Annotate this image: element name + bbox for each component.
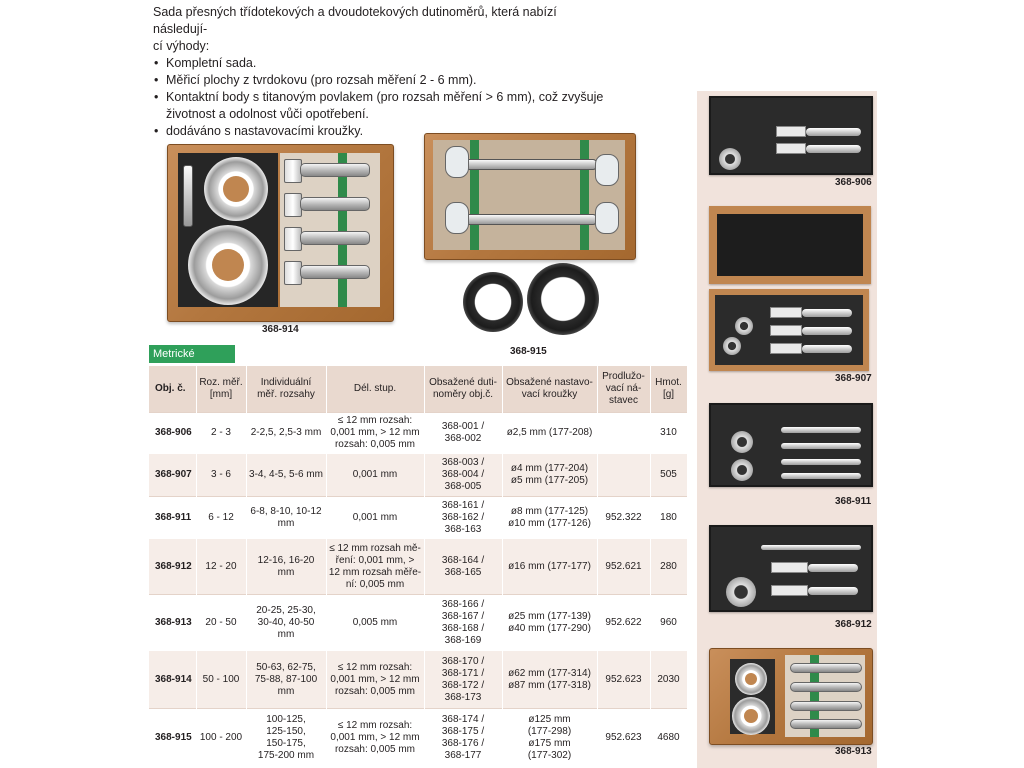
photo-caption-368-914: 368-914 <box>262 324 299 335</box>
cell-extension: 952.623 <box>597 709 650 767</box>
cell-line: ní: 0,005 mm <box>345 578 405 590</box>
cell-line: 50-63, 62-75, <box>256 661 316 673</box>
header-line: měř. rozsahy <box>257 389 315 400</box>
benefit-item: • Kontaktní body s titanovým povlakem (pro rozsah měření > 6 mm), což zvyšuje <box>153 89 605 106</box>
benefit-item: • Kompletní sada. <box>153 55 605 72</box>
cell-line: 6-8, 8-10, 10-12 <box>250 505 322 517</box>
photo-caption-368-915: 368-915 <box>510 346 547 357</box>
photo-caption-368-912: 368-912 <box>835 619 872 630</box>
cell-gauges <box>424 454 502 497</box>
cell-line: (177-302) <box>527 749 572 761</box>
cell-line: 368-173 <box>444 691 482 703</box>
header-step <box>326 366 424 413</box>
cell-line: 368-168 / <box>441 622 485 634</box>
header-line: Hmot. <box>655 377 682 388</box>
cell-step <box>326 497 424 539</box>
intro-line-1: Sada přesných třídotekových a dvoudotekových dutinoměrů, která nabízí následují- <box>153 5 557 36</box>
product-photo-368-912 <box>709 525 873 612</box>
cell-obj: 368-906 <box>149 413 196 454</box>
cell-line: 0,001 mm, > 12 mm <box>330 731 420 743</box>
cell-line: ø8 mm (177-125) <box>510 505 589 517</box>
cell-obj: 368-911 <box>149 497 196 539</box>
cell-line: ø25 mm (177-139) <box>508 610 591 622</box>
cell-line: ø2,5 mm (177-208) <box>506 427 593 438</box>
cell-line: ≤ 12 mm rozsah: <box>337 415 413 426</box>
header-line: Obsažené duti- <box>429 377 497 388</box>
table-header-row <box>149 366 687 413</box>
table-row <box>149 709 687 767</box>
cell-mass: 310 <box>650 413 687 454</box>
cell-line: 368-162 / <box>441 511 485 523</box>
cell-individual <box>246 454 326 497</box>
cell-obj: 368-914 <box>149 651 196 709</box>
header-line: noměry obj.č. <box>432 389 494 400</box>
cell-range: 20 - 50 <box>196 595 246 651</box>
header-extension <box>597 366 650 413</box>
cell-individual <box>246 595 326 651</box>
product-photo-368-906 <box>709 96 873 175</box>
cell-line: 30-40, 40-50 mm <box>257 616 315 640</box>
product-photo-368-911 <box>709 403 873 487</box>
cell-rings <box>502 709 597 767</box>
cell-individual <box>246 651 326 709</box>
intro-text <box>153 4 605 140</box>
cell-line: 0,001 mm <box>352 511 398 523</box>
cell-mass: 4680 <box>650 709 687 767</box>
product-photo-368-913 <box>709 648 873 745</box>
cell-individual <box>246 413 326 454</box>
cell-line: 0,001 mm <box>352 469 398 480</box>
cell-line: 100-125, <box>266 713 306 725</box>
cell-range: 50 - 100 <box>196 651 246 709</box>
cell-extension <box>597 454 650 497</box>
cell-line: 12-16, 16-20 mm <box>257 554 315 578</box>
cell-line: 175-200 mm <box>257 749 315 761</box>
cell-line: 368-005 <box>444 481 482 492</box>
intro-line-2: cí výhody: <box>153 39 210 53</box>
cell-obj: 368-907 <box>149 454 196 497</box>
cell-individual <box>246 497 326 539</box>
product-photo-368-907 <box>709 289 869 371</box>
cell-range: 3 - 6 <box>196 454 246 497</box>
header-range <box>196 366 246 413</box>
cell-line: 368-175 / <box>441 725 485 737</box>
cell-line: 368-163 <box>444 523 482 535</box>
table-body <box>149 413 687 767</box>
header-line: Roz. měř. <box>199 377 243 388</box>
cell-line: 368-170 / <box>441 655 485 667</box>
cell-line: 368-003 / <box>441 457 485 468</box>
cell-line: ≤ 12 mm rozsah: <box>337 719 413 731</box>
cell-mass: 960 <box>650 595 687 651</box>
table-row <box>149 651 687 709</box>
header-line: Obsažené nastavo- <box>506 377 593 388</box>
cell-extension <box>597 413 650 454</box>
header-line: [mm] <box>209 389 233 400</box>
side-photo-column <box>697 91 877 768</box>
header-line: [g] <box>662 389 675 400</box>
cell-rings <box>502 454 597 497</box>
cell-line: 0,001 mm, > 12 mm <box>330 673 420 685</box>
cell-line: 368-004 / <box>441 469 485 480</box>
cell-line: 368-176 / <box>441 737 485 749</box>
cell-line: 20-25, 25-30, <box>256 604 316 616</box>
cell-line: 368-171 / <box>441 667 485 679</box>
cell-line: rozsah: 0,005 mm <box>334 743 416 755</box>
cell-line: ø10 mm (177-126) <box>508 517 591 529</box>
product-photo-368-907-lid <box>709 206 871 284</box>
cell-line: ření: 0,001 mm, > <box>335 554 415 566</box>
cell-gauges <box>424 709 502 767</box>
cell-mass: 180 <box>650 497 687 539</box>
cell-line: 150-175, <box>266 737 306 749</box>
cell-mass: 505 <box>650 454 687 497</box>
cell-line: 3-4, 4-5, 5-6 mm <box>249 469 323 480</box>
cell-line: ø125 mm <box>528 713 571 725</box>
cell-rings <box>502 539 597 595</box>
product-photo-368-914 <box>167 144 394 322</box>
setting-ring-large <box>527 263 599 335</box>
header-line: stavec <box>609 395 638 406</box>
cell-line: ≤ 12 mm rozsah: <box>337 661 413 673</box>
cell-extension: 952.623 <box>597 651 650 709</box>
cell-line: 368-164 / <box>441 554 485 566</box>
cell-line: 368-165 <box>444 566 482 578</box>
setting-ring-small <box>463 272 523 332</box>
cell-line: ø175 mm <box>528 737 571 749</box>
cell-extension: 952.322 <box>597 497 650 539</box>
header-line: Individuální <box>260 377 312 388</box>
cell-line: 368-161 / <box>441 499 485 511</box>
cell-line: 368-166 / <box>441 598 485 610</box>
cell-line: 368-174 / <box>441 713 485 725</box>
cell-extension: 952.621 <box>597 539 650 595</box>
cell-line: 368-177 <box>444 749 482 761</box>
table-row <box>149 454 687 497</box>
table-row <box>149 497 687 539</box>
cell-range: 100 - 200 <box>196 709 246 767</box>
cell-line: 12 mm rozsah měře- <box>328 566 422 578</box>
header-mass <box>650 366 687 413</box>
cell-line: ø4 mm (177-204) <box>510 463 589 474</box>
header-line: Dél. stup. <box>353 383 397 394</box>
photo-caption-368-907: 368-907 <box>835 373 872 384</box>
cell-range: 12 - 20 <box>196 539 246 595</box>
cell-mass: 2030 <box>650 651 687 709</box>
cell-line: mm <box>277 685 295 697</box>
cell-obj: 368-913 <box>149 595 196 651</box>
category-tag: Metrické <box>149 345 235 363</box>
cell-step <box>326 539 424 595</box>
cell-gauges <box>424 651 502 709</box>
cell-range: 6 - 12 <box>196 497 246 539</box>
cell-step <box>326 413 424 454</box>
cell-line: ≤ 12 mm rozsah mě- <box>329 542 421 554</box>
cell-mass: 280 <box>650 539 687 595</box>
product-photo-368-915 <box>424 133 636 260</box>
cell-rings <box>502 595 597 651</box>
cell-rings <box>502 651 597 709</box>
cell-gauges <box>424 595 502 651</box>
benefit-item: • dodáváno s nastavovacími kroužky. <box>153 123 605 140</box>
header-rings <box>502 366 597 413</box>
benefit-item-continuation: životnost a odolnost vůči opotřebení. <box>166 107 369 121</box>
cell-step <box>326 651 424 709</box>
cell-line: rozsah: 0,005 mm <box>334 685 416 697</box>
cell-rings <box>502 413 597 454</box>
cell-line: 75-88, 87-100 <box>254 673 318 685</box>
header-line: Obj. č. <box>155 383 186 394</box>
header-line: vací ná- <box>605 383 642 394</box>
cell-obj: 368-912 <box>149 539 196 595</box>
cell-line: mm <box>277 517 295 529</box>
cell-line: 2-2,5, 2,5-3 mm <box>250 427 322 438</box>
cell-line: 368-002 <box>444 433 482 444</box>
cell-individual <box>246 539 326 595</box>
benefit-item: • Měřicí plochy z tvrdokovu (pro rozsah měření 2 - 6 mm). <box>153 72 605 89</box>
cell-gauges <box>424 497 502 539</box>
cell-gauges <box>424 539 502 595</box>
header-individual <box>246 366 326 413</box>
cell-line: 368-001 / <box>441 421 485 432</box>
cell-individual <box>246 709 326 767</box>
cell-line: ø40 mm (177-290) <box>508 622 591 634</box>
cell-line: ø87 mm (177-318) <box>508 679 591 691</box>
cell-line: ø5 mm (177-205) <box>510 475 589 486</box>
cell-line: 0,005 mm <box>352 616 398 628</box>
benefits-list <box>153 55 605 140</box>
cell-line: 0,001 mm, > 12 mm <box>330 427 420 438</box>
cell-line: (177-298) <box>527 725 572 737</box>
cell-obj: 368-915 <box>149 709 196 767</box>
cell-line: 368-167 / <box>441 610 485 622</box>
photo-caption-368-913: 368-913 <box>835 746 872 757</box>
cell-line: 368-169 <box>444 634 482 646</box>
header-line: Prodlužo- <box>602 371 645 382</box>
cell-gauges <box>424 413 502 454</box>
cell-line: ø16 mm (177-177) <box>508 560 591 572</box>
header-line: vací kroužky <box>521 389 578 400</box>
cell-line: 125-150, <box>266 725 306 737</box>
table-row <box>149 539 687 595</box>
cell-range: 2 - 3 <box>196 413 246 454</box>
photo-caption-368-906: 368-906 <box>835 177 872 188</box>
cell-rings <box>502 497 597 539</box>
table-row <box>149 413 687 454</box>
table-row <box>149 595 687 651</box>
cell-extension: 952.622 <box>597 595 650 651</box>
spec-table <box>149 366 688 767</box>
cell-step <box>326 454 424 497</box>
cell-step <box>326 595 424 651</box>
cell-step <box>326 709 424 767</box>
cell-line: ø62 mm (177-314) <box>508 667 591 679</box>
cell-line: rozsah: 0,005 mm <box>334 439 416 450</box>
photo-caption-368-911: 368-911 <box>835 496 872 507</box>
cell-line: 368-172 / <box>441 679 485 691</box>
header-obj <box>149 366 196 413</box>
header-gauges <box>424 366 502 413</box>
